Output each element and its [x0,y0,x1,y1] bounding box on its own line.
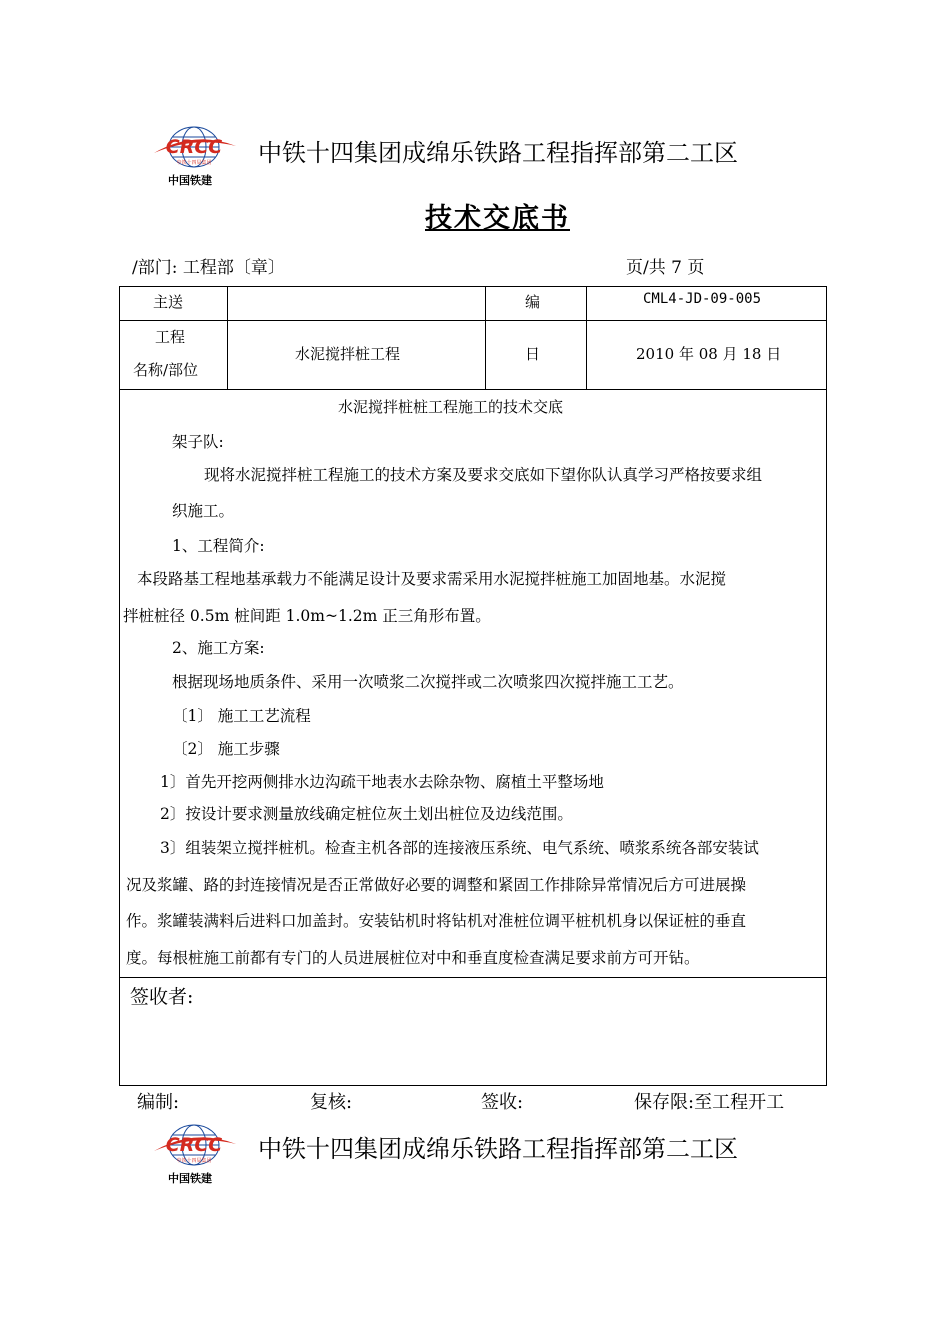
code-label: 编 [525,293,541,311]
content-line: 拌桩桩径 0.5m 桩间距 1.0m~1.2m 正三角形布置。 [123,607,491,625]
document-title: 技术交底书 [425,203,570,234]
svg-text:CRCC: CRCC [165,1134,223,1156]
content-line: 2、施工方案: [172,639,265,657]
document-code: CML4-JD-09-005 [643,291,762,307]
content-line: 1、工程简介: [172,537,265,555]
svg-text:中国铁建: 中国铁建 [168,1172,212,1185]
svg-text:中国铁建: 中国铁建 [168,174,212,187]
table-column-divider [485,286,486,390]
content-line: 架子队: [172,433,224,451]
table-column-divider [227,286,228,390]
project-label-line1: 工程 [155,328,186,346]
company-title: 中铁十四集团成绵乐铁路工程指挥部第二工区 [258,139,738,167]
content-line: 3〕组装架立搅拌桩机。检查主机各部的连接液压系统、电气系统、喷浆系统各部安装试 [160,839,759,857]
company-title: 中铁十四集团成绵乐铁路工程指挥部第二工区 [258,1135,738,1163]
content-line: 1〕首先开挖两侧排水边沟疏干地表水去除杂物、腐植土平整场地 [160,773,604,791]
content-heading: 水泥搅拌桩桩工程施工的技术交底 [338,398,564,416]
sign-receiver-label: 签收者: [130,986,194,1008]
content-line: 度。每根桩施工前都有专门的人员进展桩位对中和垂直度检查满足要求前方可开钻。 [126,949,700,967]
date-value: 2010 年 08 月 18 日 [636,345,782,363]
content-line: 织施工。 [172,502,235,520]
content-line: 〔2〕 施工步骤 [172,740,280,758]
table-divider [119,389,827,390]
footer-retention: 保存限:至工程开工 [634,1092,785,1113]
project-name: 水泥搅拌桩工程 [295,345,401,363]
content-line: 作。浆罐装满料后进料口加盖封。安装钻机时将钻机对准桩位调平桩机机身以保证桩的垂直 [126,912,747,930]
project-label-line2: 名称/部位 [133,361,199,379]
crcc-logo [148,120,244,190]
content-line: 2〕按设计要求测量放线确定桩位灰土划出桩位及边线范围。 [160,805,573,823]
content-line: 本段路基工程地基承载力不能满足设计及要求需采用水泥搅拌桩施工加固地基。水泥搅 [137,570,727,588]
table-column-divider [586,286,587,390]
content-line: 现将水泥搅拌桩工程施工的技术方案及要求交底如下望你队认真学习严格按要求组 [204,466,763,484]
svg-text:中铁十四局集团: 中铁十四局集团 [176,160,212,166]
content-line: 根据现场地质条件、采用一次喷浆二次搅拌或二次喷浆四次搅拌施工工艺。 [172,673,684,691]
table-divider [119,320,827,321]
department-label: /部门: 工程部〔章〕 [132,258,285,278]
footer-compiled-by: 编制: [137,1092,180,1113]
page-count: 页/共 7 页 [626,258,705,278]
content-line: 况及浆罐、路的封连接情况是否正常做好必要的调整和紧固工作排除异常情况后方可进展操 [126,876,747,894]
content-line: 〔1〕 施工工艺流程 [172,707,311,725]
svg-text:中铁十四局集团: 中铁十四局集团 [176,1158,212,1164]
footer-reviewed-by: 复核: [310,1092,353,1113]
crcc-logo [148,1118,244,1188]
svg-text:CRCC: CRCC [165,136,223,158]
table-divider [119,977,827,978]
date-label: 日 [525,345,541,363]
footer-received-by: 签收: [481,1092,524,1113]
recipient-label: 主送 [153,293,184,311]
